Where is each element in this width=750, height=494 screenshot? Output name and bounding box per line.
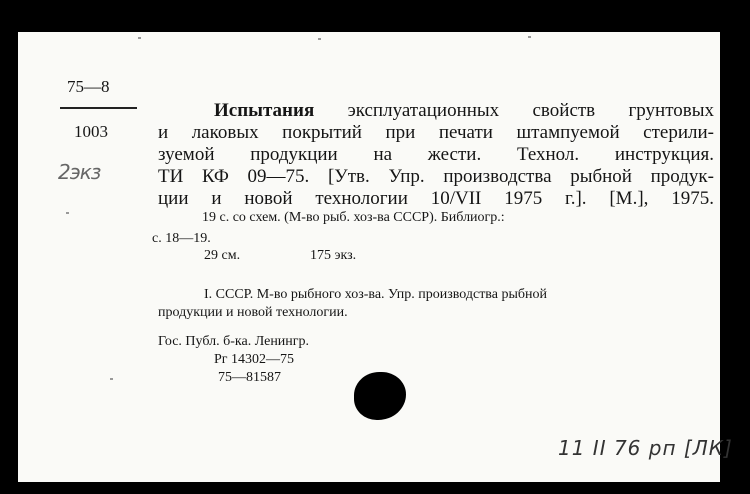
title-line-3: зуемой продукции на жести. Технол. инструкция. — [158, 144, 714, 165]
pagination-note: 19 с. со схем. (М-во рыб. хоз-ва СССР). Библиогр.: — [202, 210, 505, 225]
class-number: 75—8 — [67, 77, 110, 96]
size-note: 29 см. — [204, 248, 241, 263]
divider-line — [60, 107, 137, 109]
title-line-4: ТИ КФ 09—75. [Утв. Упр. производства рыбной продук- — [158, 166, 714, 187]
catalog-card — [18, 32, 733, 482]
speck — [66, 212, 69, 214]
registration-code: Рг 14302—75 — [214, 352, 295, 367]
speck — [528, 36, 531, 38]
handwritten-copies: 2экз — [58, 160, 101, 184]
subject-heading — [158, 286, 714, 322]
subject-line-2: продукции и новой технологии. — [158, 305, 348, 320]
copies-note: 175 экз. — [310, 248, 357, 263]
speck — [138, 37, 141, 39]
bibliographic-title — [158, 100, 714, 210]
inventory-number: 1003 — [74, 122, 108, 141]
subject-line-1: I. СССР. М-во рыбного хоз-ва. Упр. производства рыбной — [204, 287, 547, 302]
punch-hole — [354, 372, 406, 420]
speck — [110, 378, 113, 380]
title-line-2: и лаковых покрытий при печати штампуемой стерили- — [158, 122, 714, 143]
title-line-1: Испытания эксплуатационных свойств грунтовых — [214, 100, 714, 121]
library-name: Гос. Публ. б-ка. Ленингр. — [158, 334, 310, 349]
title-line-5: ции и новой технологии 10/VII 1975 г.]. [М.], 1975. — [158, 188, 714, 209]
pagination-note-cont: с. 18—19. — [152, 231, 211, 246]
title-lead-word: Испытания — [214, 100, 315, 121]
speck — [318, 38, 321, 40]
handwritten-note: 11 II 76 рп [ЛК] — [558, 436, 733, 460]
card-number: 75—81587 — [218, 370, 281, 385]
